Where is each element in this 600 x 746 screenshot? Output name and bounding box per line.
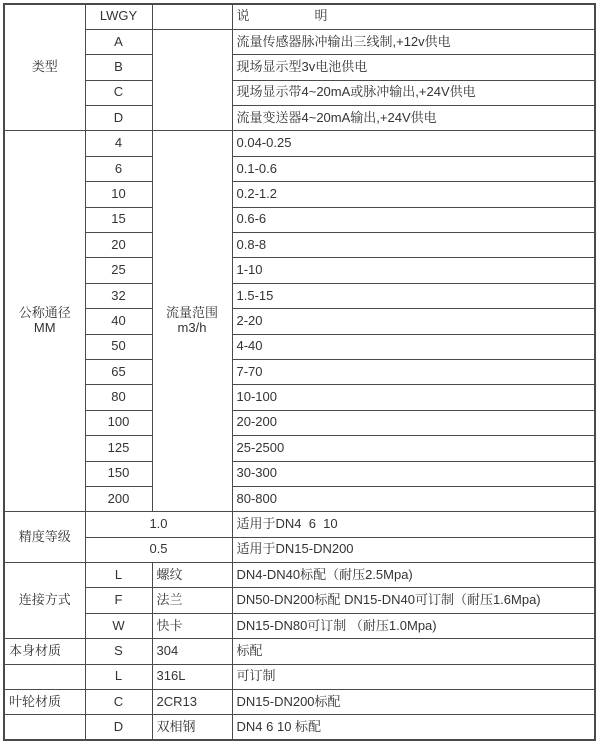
table-row [4, 512, 595, 537]
table-row [4, 4, 595, 29]
flow-range-label-line1: 流量范围 [165, 305, 218, 321]
type-code: A [85, 29, 152, 54]
type-desc: 流量传感器脉冲输出三线制,+12v供电 [232, 29, 595, 54]
impeller-desc: 可订制 [232, 664, 595, 689]
impeller-name: 双相钢 [152, 715, 232, 740]
flow-range-label [152, 131, 232, 512]
header-desc-label: 说 明 [232, 4, 595, 29]
impeller-empty-cell [4, 664, 85, 689]
section-label-impeller-material: 叶轮材质 [4, 690, 85, 715]
flow-range-value: 25-2500 [232, 436, 595, 461]
impeller-code: D [85, 715, 152, 740]
diameter-size: 125 [85, 436, 152, 461]
table-row [4, 664, 595, 689]
header-empty-cell [152, 4, 232, 29]
type-desc: 现场显示带4~20mA或脉冲输出,+24V供电 [232, 80, 595, 105]
accuracy-value: 0.5 [85, 537, 232, 562]
flow-range-value: 10-100 [232, 385, 595, 410]
type-code: C [85, 80, 152, 105]
connection-name: 法兰 [152, 588, 232, 613]
table-row [4, 131, 595, 156]
impeller-code: L [85, 664, 152, 689]
table-row [4, 309, 595, 334]
type-code: D [85, 106, 152, 131]
section-label-diameter [4, 131, 85, 512]
diameter-size: 32 [85, 283, 152, 308]
diameter-size: 25 [85, 258, 152, 283]
table-row [4, 563, 595, 588]
flow-range-value: 0.6-6 [232, 207, 595, 232]
body-material-name: 304 [152, 639, 232, 664]
table-row [4, 233, 595, 258]
table-row [4, 436, 595, 461]
flow-range-value: 20-200 [232, 410, 595, 435]
type-desc: 现场显示型3v电池供电 [232, 55, 595, 80]
accuracy-desc: 适用于DN15-DN200 [232, 537, 595, 562]
table-row [4, 359, 595, 384]
connection-desc: DN50-DN200标配 DN15-DN40可订制（耐压1.6Mpa) [232, 588, 595, 613]
connection-code: W [85, 613, 152, 638]
diameter-size: 200 [85, 486, 152, 511]
diameter-size: 4 [85, 131, 152, 156]
impeller-name: 2CR13 [152, 690, 232, 715]
table-row [4, 80, 595, 105]
table-row [4, 537, 595, 562]
flow-range-value: 1.5-15 [232, 283, 595, 308]
connection-name: 快卡 [152, 613, 232, 638]
diameter-size: 20 [85, 233, 152, 258]
section-label-connection: 连接方式 [4, 563, 85, 639]
connection-desc: DN4-DN40标配（耐压2.5Mpa) [232, 563, 595, 588]
table-row [4, 715, 595, 740]
table-row [4, 690, 595, 715]
flow-range-value: 7-70 [232, 359, 595, 384]
section-label-accuracy: 精度等级 [4, 512, 85, 563]
impeller-name: 316L [152, 664, 232, 689]
connection-code: L [85, 563, 152, 588]
table-row [4, 207, 595, 232]
diameter-size: 40 [85, 309, 152, 334]
impeller-code: C [85, 690, 152, 715]
table-row [4, 639, 595, 664]
table-row [4, 613, 595, 638]
type-code: B [85, 55, 152, 80]
flow-range-value: 0.2-1.2 [232, 182, 595, 207]
table-row [4, 385, 595, 410]
table-row [4, 334, 595, 359]
header-code: LWGY [85, 4, 152, 29]
table-row [4, 29, 595, 54]
diameter-size: 80 [85, 385, 152, 410]
impeller-empty-cell [4, 715, 85, 740]
table-row [4, 156, 595, 181]
table-row [4, 461, 595, 486]
section-label-body-material: 本身材质 [4, 639, 85, 664]
flow-range-value: 2-20 [232, 309, 595, 334]
table-row [4, 182, 595, 207]
table-row [4, 258, 595, 283]
table-row [4, 410, 595, 435]
section-label-type: 类型 [4, 4, 85, 131]
flow-range-value: 80-800 [232, 486, 595, 511]
diameter-size: 100 [85, 410, 152, 435]
flow-range-value: 0.1-0.6 [232, 156, 595, 181]
diameter-size: 50 [85, 334, 152, 359]
diameter-size: 6 [85, 156, 152, 181]
impeller-desc: DN4 6 10 标配 [232, 715, 595, 740]
type-empty-cell [152, 29, 232, 131]
flow-range-value: 30-300 [232, 461, 595, 486]
accuracy-desc: 适用于DN4 6 10 [232, 512, 595, 537]
diameter-label-line2: MM [33, 320, 56, 336]
spec-table [3, 3, 596, 741]
table-row [4, 486, 595, 511]
connection-name: 螺纹 [152, 563, 232, 588]
flow-range-value: 0.04-0.25 [232, 131, 595, 156]
table-row [4, 106, 595, 131]
connection-desc: DN15-DN80可订制 （耐压1.0Mpa) [232, 613, 595, 638]
diameter-size: 10 [85, 182, 152, 207]
type-desc: 流量变送器4~20mA输出,+24V供电 [232, 106, 595, 131]
flow-range-value: 1-10 [232, 258, 595, 283]
diameter-size: 65 [85, 359, 152, 384]
accuracy-value: 1.0 [85, 512, 232, 537]
table-row [4, 55, 595, 80]
table-row [4, 588, 595, 613]
flow-range-value: 4-40 [232, 334, 595, 359]
diameter-size: 150 [85, 461, 152, 486]
flow-range-value: 0.8-8 [232, 233, 595, 258]
diameter-size: 15 [85, 207, 152, 232]
connection-code: F [85, 588, 152, 613]
impeller-desc: DN15-DN200标配 [232, 690, 595, 715]
body-material-code: S [85, 639, 152, 664]
flow-range-label-line2: m3/h [177, 320, 207, 336]
body-material-desc: 标配 [232, 639, 595, 664]
table-row [4, 283, 595, 308]
diameter-label-line1: 公称通径 [18, 305, 71, 321]
